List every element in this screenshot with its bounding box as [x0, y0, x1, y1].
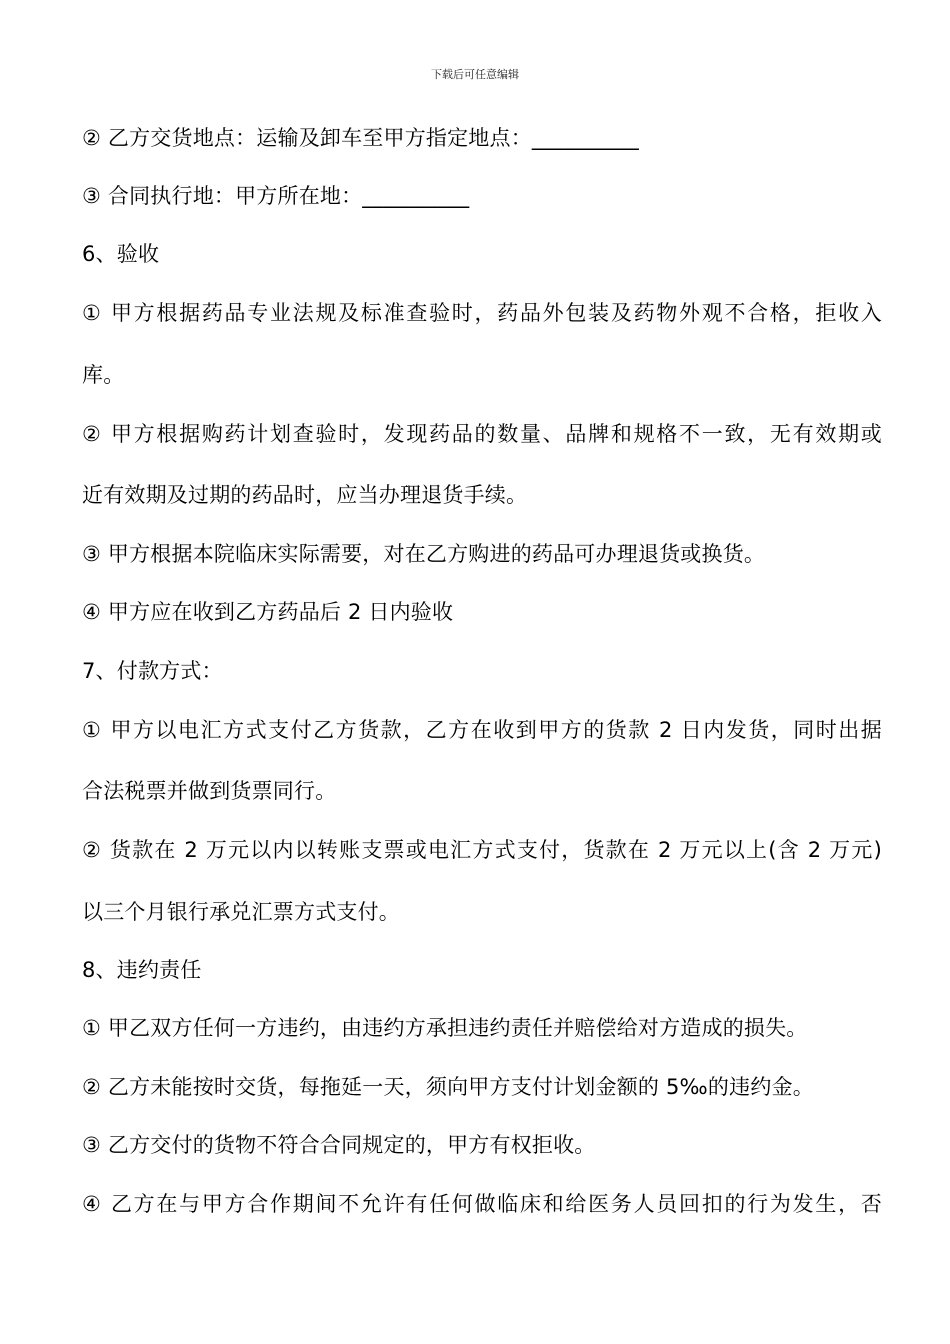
section-heading-payment: 7、付款方式：: [82, 659, 223, 683]
clause-acceptance-1: ① 甲方根据药品专业法规及标准查验时，药品外包装及药物外观不合格，拒收入: [82, 301, 882, 325]
clause-payment-1-cont: 合法税票并做到货票同行。: [82, 779, 337, 803]
clause-payment-1: ① 甲方以电汇方式支付乙方货款，乙方在收到甲方的货款 2 日内发货，同时出据: [82, 718, 882, 742]
clause-liability-2: ② 乙方未能按时交货，每拖延一天，须向甲方支付计划金额的 5‰的违约金。: [82, 1075, 814, 1099]
clause-delivery-location: ② 乙方交货地点：运输及卸车至甲方指定地点：__________: [82, 126, 639, 150]
clause-payment-2-cont: 以三个月银行承兑汇票方式支付。: [82, 900, 400, 924]
clause-payment-2: ② 货款在 2 万元以内以转账支票或电汇方式支付，货款在 2 万元以上(含 2 万元): [82, 838, 882, 862]
clause-liability-3: ③ 乙方交付的货物不符合合同规定的，甲方有权拒收。: [82, 1133, 596, 1157]
clause-acceptance-2: ② 甲方根据购药计划查验时，发现药品的数量、品牌和规格不一致，无有效期或: [82, 422, 882, 446]
clause-acceptance-1-cont: 库。: [82, 363, 125, 387]
clause-acceptance-2-cont: 近有效期及过期的药品时，应当办理退货手续。: [82, 483, 528, 507]
page-header: 下载后可任意编辑: [431, 68, 519, 81]
clause-acceptance-4: ④ 甲方应在收到乙方药品后 2 日内验收: [82, 600, 454, 624]
section-heading-acceptance: 6、验收: [82, 242, 160, 266]
clause-acceptance-3: ③ 甲方根据本院临床实际需要，对在乙方购进的药品可办理退货或换货。: [82, 542, 766, 566]
clause-liability-1: ① 甲乙双方任何一方违约，由违约方承担违约责任并赔偿给对方造成的损失。: [82, 1016, 808, 1040]
clause-liability-4: ④ 乙方在与甲方合作期间不允许有任何做临床和给医务人员回扣的行为发生，否: [82, 1192, 882, 1216]
clause-execution-place: ③ 合同执行地：甲方所在地：__________: [82, 184, 470, 208]
section-heading-liability: 8、违约责任: [82, 958, 202, 982]
